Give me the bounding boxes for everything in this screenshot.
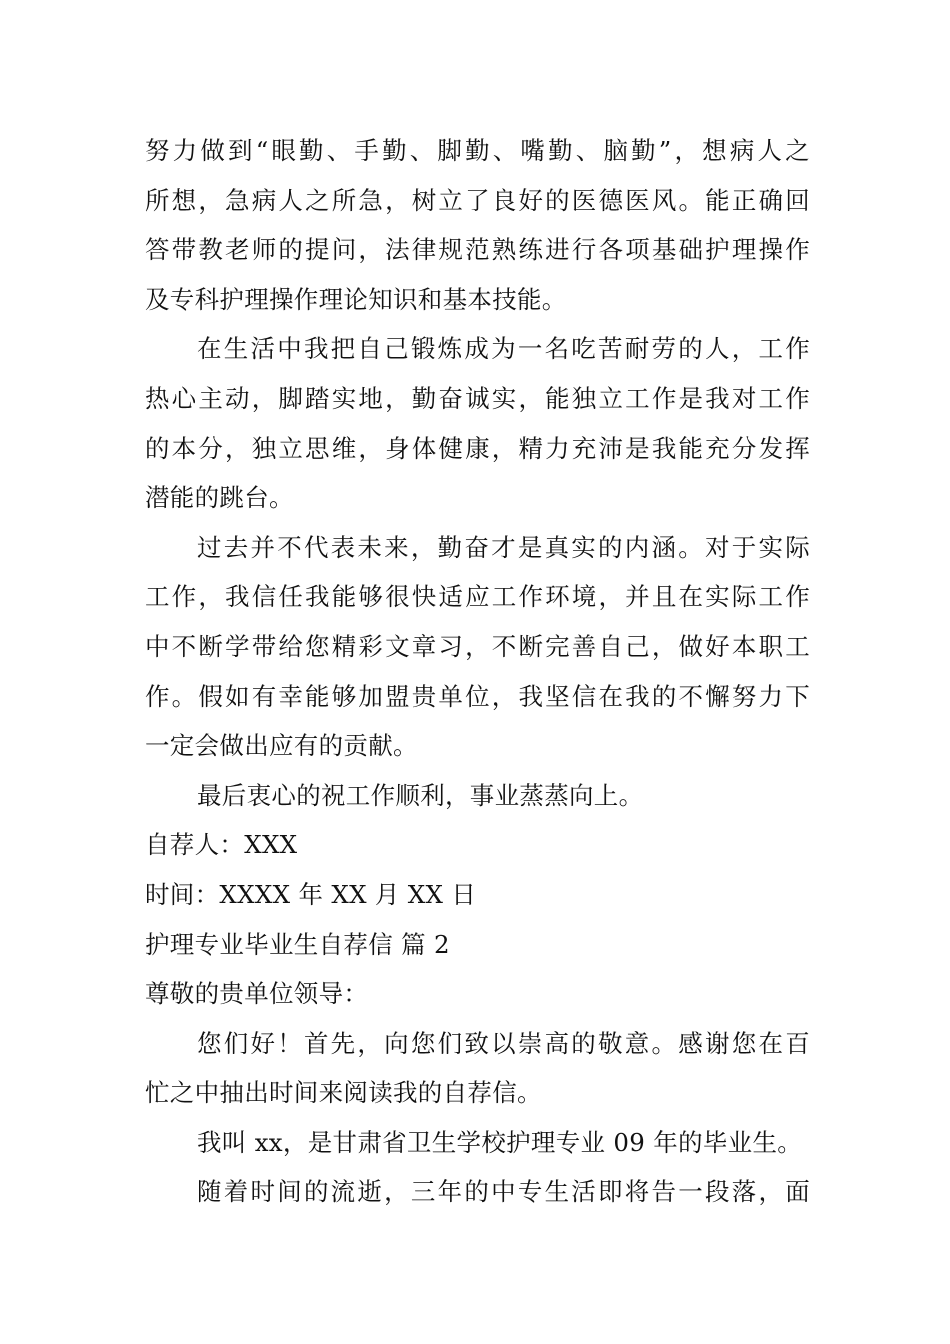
text-line: 努力做到“眼勤、手勤、脚勤、嘴勤、脑勤”，想病人之 <box>145 136 810 165</box>
text-line: 随着时间的流逝，三年的中专生活即将告一段落，面 <box>197 1177 810 1207</box>
text-line: 所想，急病人之所急，树立了良好的医德医风。能正确回 <box>145 185 810 215</box>
text-line: 热心主动，脚踏实地，勤奋诚实，能独立工作是我对工作 <box>145 383 810 413</box>
text-line: 中不断学带给您精彩文章习，不断完善自己，做好本职工 <box>145 631 810 661</box>
text-line: 我叫 xx，是甘肃省卫生学校护理专业 09 年的毕业生。 <box>197 1127 803 1157</box>
text-line: 工作，我信任我能够很快适应工作环境，并且在实际工作 <box>145 582 810 612</box>
text-line: 一定会做出应有的贡献。 <box>145 731 418 761</box>
text-line: 时间：XXXX 年 XX 月 XX 日 <box>145 879 477 909</box>
text-line: 自荐人：XXX <box>145 830 298 860</box>
text-line: 您们好！首先，向您们致以崇高的敬意。感谢您在百 <box>197 1028 810 1058</box>
text-line: 的本分，独立思维，身体健康，精力充沛是我能充分发挥 <box>145 433 810 463</box>
text-line: 作。假如有幸能够加盟贵单位，我坚信在我的不懈努力下 <box>145 681 810 711</box>
text-line: 护理专业毕业生自荐信 篇 2 <box>145 929 450 959</box>
text-line: 在生活中我把自己锻炼成为一名吃苦耐劳的人，工作 <box>197 334 810 364</box>
text-line: 潜能的跳台。 <box>145 483 294 513</box>
text-line: 最后衷心的祝工作顺利，事业蒸蒸向上。 <box>197 780 644 810</box>
text-line: 尊敬的贵单位领导： <box>145 979 369 1009</box>
text-line: 答带教老师的提问，法律规范熟练进行各项基础护理操作 <box>145 235 810 265</box>
text-line: 及专科护理操作理论知识和基本技能。 <box>145 284 567 314</box>
text-line: 过去并不代表未来，勤奋才是真实的内涵。对于实际 <box>197 532 810 562</box>
document-body <box>145 126 810 1217</box>
text-line: 忙之中抽出时间来阅读我的自荐信。 <box>145 1078 542 1108</box>
